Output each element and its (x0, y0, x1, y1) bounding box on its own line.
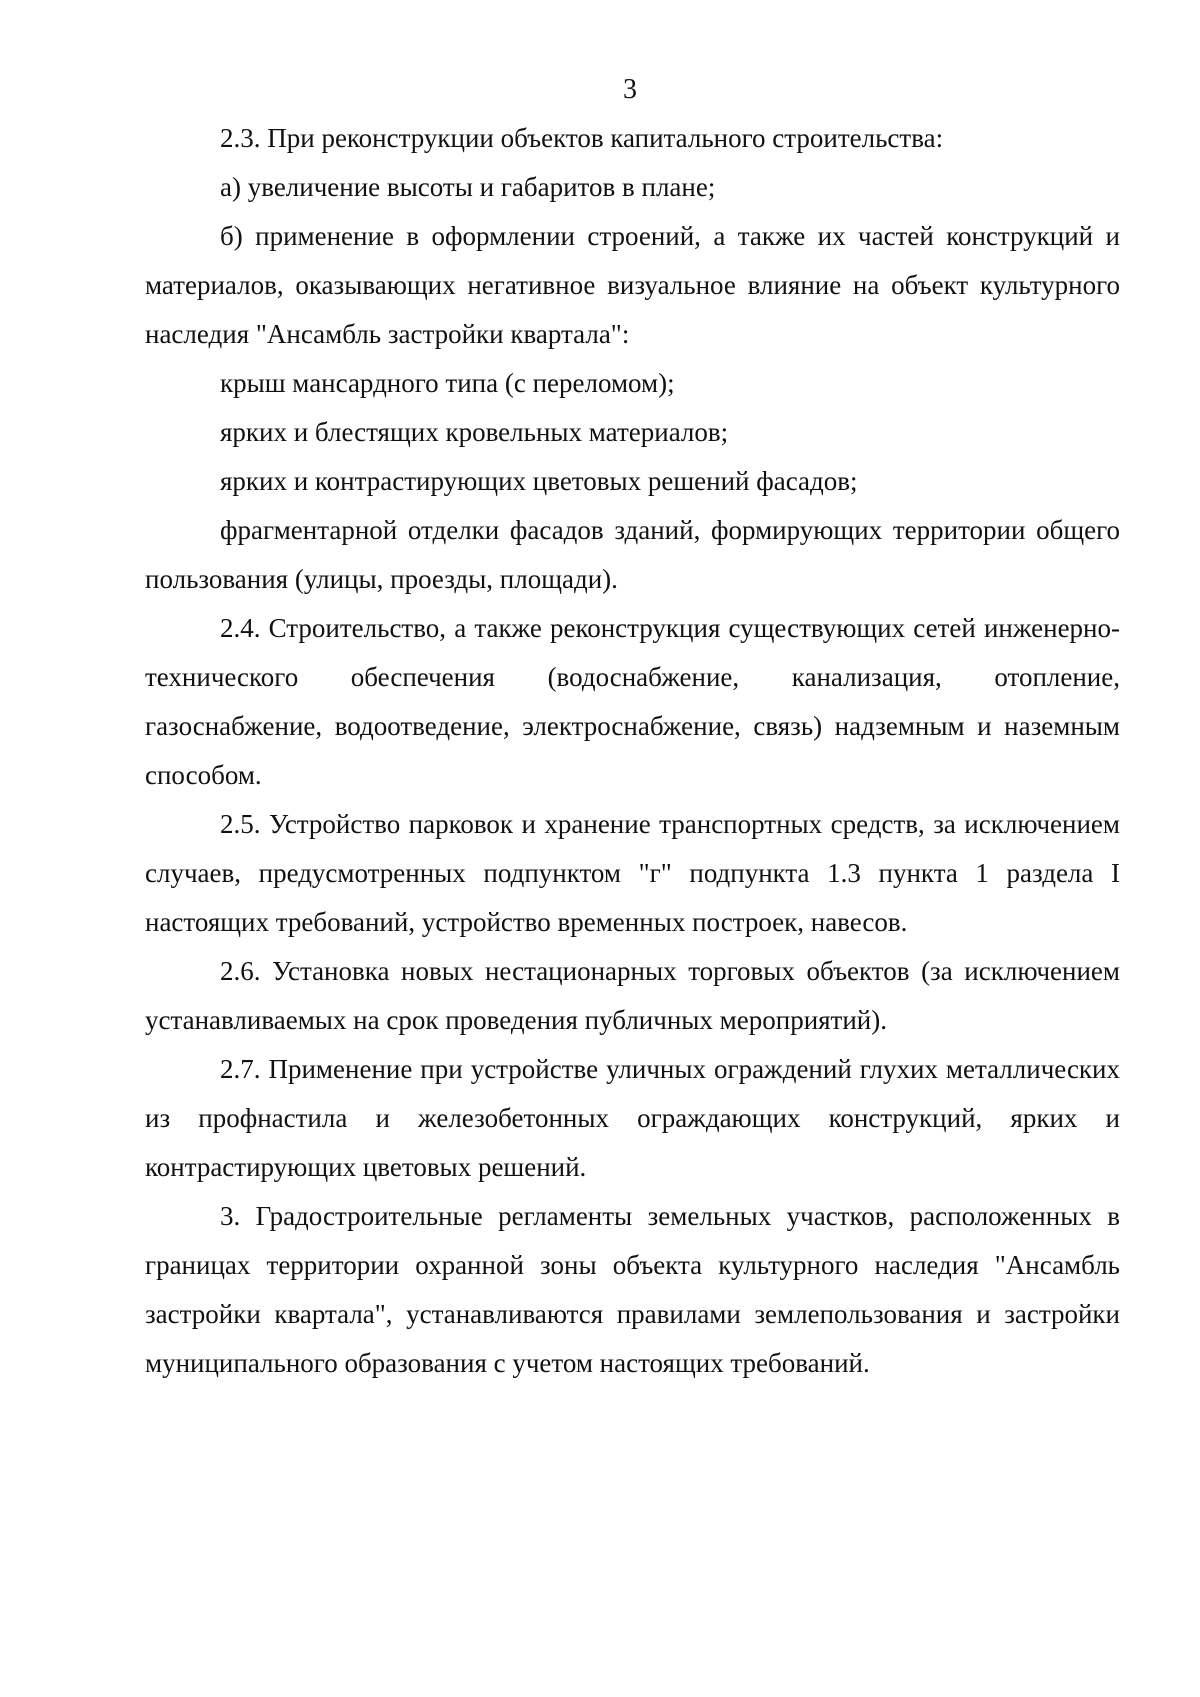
paragraph-2-6: 2.6. Установка новых нестационарных торговых объектов (за исключением устанавливаемых на срок проведения публичных мероприятий). (145, 956, 1120, 1035)
paragraph-mansard-roofs: крыш мансардного типа (с переломом); (220, 368, 675, 398)
paragraph-2-4: 2.4. Строительство, а также реконструкция существующих сетей инженерно-технического обеспечения (водоснабжение, канализация, отопление, газоснабжение, водоотведение, электроснабжение, связь) надземным и наземным способом. (145, 613, 1120, 790)
paragraph-contrast-facades: ярких и контрастирующих цветовых решений фасадов; (220, 466, 858, 496)
paragraph-2-7: 2.7. Применение при устройстве уличных ограждений глухих металлических из профнастила и железобетонных ограждающих конструкций, ярких и контрастирующих цветовых решений. (145, 1054, 1120, 1182)
paragraph-fragmentary-finish: фрагментарной отделки фасадов зданий, формирующих территории общего пользования (улицы, проезды, площади). (145, 515, 1120, 594)
paragraph-2-5: 2.5. Устройство парковок и хранение транспортных средств, за исключением случаев, предусмотренных подпунктом "г" подпункта 1.3 пункта 1 раздела I настоящих требований, устройство временных построек, навесов. (145, 809, 1120, 937)
paragraph-2-3-a: а) увеличение высоты и габаритов в плане; (220, 172, 716, 202)
document-body (145, 114, 1120, 1388)
paragraph-2-3-heading: 2.3. При реконструкции объектов капитального строительства: (220, 123, 944, 153)
paragraph-3: 3. Градостроительные регламенты земельных участков, расположенных в границах территории охранной зоны объекта культурного наследия "Ансамбль застройки квартала", устанавливаются правилами землепользования и застройки муниципального образования с учетом настоящих требований. (145, 1201, 1120, 1378)
paragraph-bright-roofing: ярких и блестящих кровельных материалов; (220, 417, 729, 447)
paragraph-2-3-b: б) применение в оформлении строений, а также их частей конструкций и материалов, оказывающих негативное визуальное влияние на объект культурного наследия "Ансамбль застройки квартала": (145, 221, 1120, 349)
page-number: 3 (623, 74, 637, 105)
